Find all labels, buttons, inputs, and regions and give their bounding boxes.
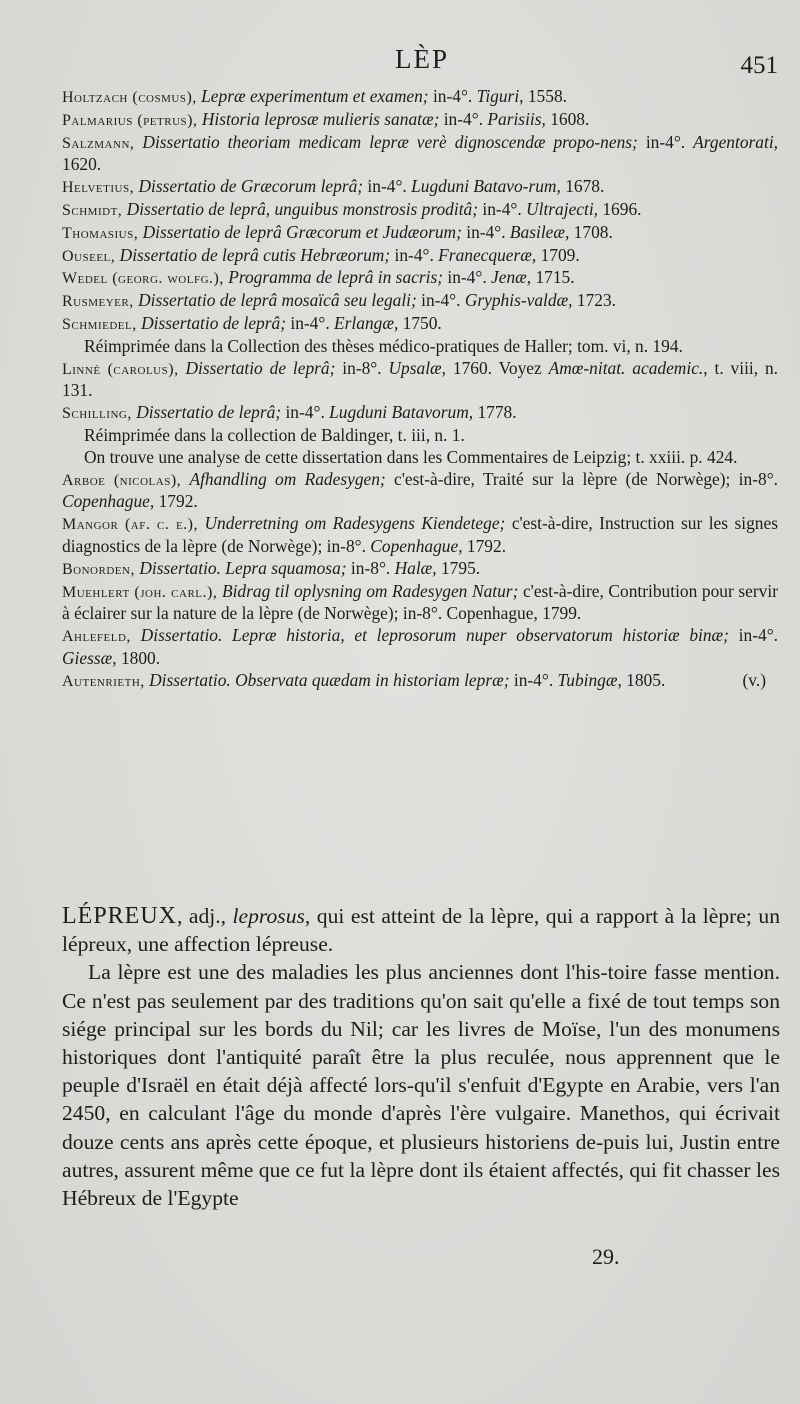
entry-year: 1608.: [545, 108, 590, 129]
entry-author: Wedel (georg. wolfg.),: [62, 270, 224, 288]
entry-place: Lugduni Batavorum,: [329, 402, 474, 423]
entry-place: Parisiis,: [487, 108, 546, 129]
headword: LÉPREUX: [62, 903, 177, 929]
definition-part: , adj.,: [177, 904, 233, 928]
page-header: [62, 44, 782, 84]
entry-details: c'est-à-dire, Contribution pour servir à éclairer sur la nature de la lèpre (de Norwège); in-8°. Copenhague, 1799.: [62, 580, 778, 624]
entry-place: Lugduni Batavo-rum,: [411, 176, 561, 197]
bibliography-entry: [62, 670, 778, 693]
entry-place: Argentorati,: [693, 131, 778, 152]
entry-title: Dissertatio de Græcorum leprâ;: [138, 176, 364, 197]
entry-place: Upsalæ,: [388, 357, 446, 378]
entry-year: 1709.: [536, 244, 580, 265]
entry-details: in-8°.: [335, 357, 389, 378]
entry-author: Linné (carolus),: [62, 360, 179, 378]
entry-author: Arboe (nicolas),: [62, 471, 182, 489]
entry-definition: [62, 902, 780, 958]
entry-title: Underretning om Radesygens Kiendetege;: [204, 513, 506, 534]
entry-author: Muehlert (joh. carl.),: [62, 583, 218, 601]
entry-details: in-4°.: [728, 625, 778, 646]
entry-title: Programma de leprâ in sacris;: [228, 267, 444, 288]
entry-title: Lepræ experimentum et examen;: [201, 86, 429, 106]
entry-details: in-4°.: [286, 312, 335, 333]
entry-details: in-4°.: [363, 176, 412, 197]
entry-details: in-4°.: [428, 86, 477, 106]
entry-year: 1800.: [116, 647, 161, 668]
main-text: [62, 902, 780, 1212]
bibliography-entry: [62, 358, 778, 403]
entry-title: Dissertatio. Observata quædam in historiam lepræ;: [149, 669, 510, 690]
entry-title: Dissertatio. Lepræ historia, et leprosorum nuper observatorum historiæ binæ;: [140, 625, 729, 646]
entry-year: 1696.: [598, 198, 642, 219]
entry-year: 1805.: [621, 669, 666, 690]
entry-author: Bonorden,: [62, 560, 135, 578]
bibliography-entry: [62, 245, 778, 268]
running-head: LÈP: [394, 44, 449, 74]
entry-year: 1558.: [523, 86, 567, 106]
entry-year: 1723.: [572, 290, 617, 311]
entry-place: Tiguri,: [476, 86, 524, 106]
entry-title: Afhandling om Radesygen;: [189, 468, 386, 489]
entry-title: Dissertatio de leprâ cutis Hebræorum;: [119, 244, 391, 265]
entry-title: Dissertatio de leprâ;: [185, 357, 336, 378]
entry-signoff: (v.): [742, 669, 766, 690]
bibliography-entry: [62, 402, 778, 425]
entry-place: Erlangæ,: [334, 312, 399, 333]
entry-note: Réimprimée dans la Collection des thèses médico-pratiques de Haller; tom. vi, n. 194.: [84, 335, 683, 356]
entry-place: Basileæ,: [509, 221, 570, 242]
bibliography-entry: [62, 132, 778, 177]
entry-author: Schilling,: [62, 405, 132, 423]
entry-author: Autenrieth,: [62, 672, 145, 690]
entry-details: in-4°.: [281, 402, 330, 423]
entry-details: in-4°.: [416, 290, 465, 311]
bibliography-entry: [62, 313, 778, 336]
entry-title: Dissertatio de leprâ mosaïcâ seu legali;: [138, 290, 417, 311]
entry-place: Tubingæ,: [557, 669, 622, 690]
entry-reference: Amœ-nitat. academic.: [548, 357, 704, 378]
bibliography-entry: [62, 558, 778, 581]
entry-title: Historia leprosæ mulieris sanatæ;: [201, 108, 440, 129]
signature-mark: 29.: [592, 1244, 620, 1269]
bibliography-entry: [62, 176, 778, 199]
entry-place: Copenhague,: [62, 491, 155, 512]
entry-year: 1760. Voyez: [446, 357, 549, 378]
entry-author: Holtzach (cosmus),: [62, 89, 197, 106]
entry-year: 1792.: [154, 491, 198, 512]
entry-author: Salzmann,: [62, 134, 135, 152]
bibliography-entry: [62, 469, 778, 514]
entry-author: Mangor (af. c. e.),: [62, 516, 199, 534]
entry-place: Ultrajecti,: [526, 198, 599, 219]
bibliography-entry: [62, 625, 778, 670]
entry-reference-detail: , t. viii, n. 131.: [62, 357, 778, 401]
entry-note: Réimprimée dans la collection de Baldinger, t. iii, n. 1.: [84, 424, 465, 445]
entry-title: Dissertatio de leprâ;: [141, 312, 287, 333]
bibliography-entry: [62, 267, 778, 290]
entry-details: c'est-à-dire, Traité sur la lèpre (de Norwège); in-8°.: [385, 468, 778, 489]
entry-year: 1778.: [473, 402, 517, 423]
entry-details: in-4°.: [390, 244, 439, 265]
entry-details: in-4°.: [637, 131, 694, 152]
entry-year: 1620.: [62, 154, 102, 175]
entry-details: in-4°.: [509, 669, 558, 690]
entry-author: Palmarius (petrus),: [62, 111, 198, 129]
definition-part: , qui est atteint de la lèpre, qui a rapport à la lèpre; un lépreux, une affection lépreuse.: [62, 904, 781, 957]
entry-author: Ahlefeld,: [62, 628, 131, 646]
entry-title: Dissertatio de leprâ, unguibus monstrosis proditâ;: [126, 198, 479, 219]
bibliography-entry: [62, 109, 778, 132]
entry-details: c'est-à-dire, Instruction sur les signes diagnostics de la lèpre (de Norwège); in-8°.: [62, 513, 778, 556]
entry-author: Ouseel,: [62, 247, 116, 265]
entry-note: On trouve une analyse de cette dissertation dans les Commentaires de Leipzig; t. xxiii. p. 424.: [84, 446, 738, 467]
entry-place: Copenhague,: [370, 535, 463, 556]
entry-details: in-4°.: [478, 198, 527, 219]
entry-place: Franecqueræ,: [438, 244, 537, 265]
entry-title: Dissertatio de leprâ Græcorum et Judæorum;: [142, 221, 462, 242]
bibliography-entry: [62, 222, 778, 245]
bibliography-entry: [62, 513, 778, 558]
entry-author: Helvetius,: [62, 179, 135, 197]
entry-place: Jenæ,: [491, 267, 532, 288]
bibliography-entry: [62, 86, 778, 109]
entry-year: 1708.: [569, 221, 613, 242]
entry-author: Schmidt,: [62, 201, 123, 219]
entry-year: 1750.: [398, 312, 442, 333]
page-number: 451: [740, 52, 778, 79]
entry-year: 1715.: [531, 267, 575, 288]
entry-details: in-4°.: [439, 108, 488, 129]
entry-title: Dissertatio theoriam medicam lepræ verè dignoscendæ propo-nens;: [142, 131, 638, 152]
entry-title: Dissertatio de leprâ;: [136, 402, 282, 423]
bibliography-entry: [62, 290, 778, 313]
entry-place: Halæ,: [394, 557, 437, 578]
body-paragraph: La lèpre est une des maladies les plus anciennes dont l'his-toire fasse mention. Ce n'est pas seulement par des traditions qu'on sait qu'elle a fixé de tout temps son siége principal sur les bords du Nil; car les livres de Moïse, l'un des monumens historiques dont l'antiquité paraît être la plus reculée, nous apprennent que le peuple d'Israël en était déjà affecté lors-qu'il s'enfuit d'Egypte en Arabie, vers l'an 2450, en calculant l'âge du monde d'après l'ère vulgaire. Manethos, qui écrivait douze cents ans après cette époque, et plusieurs historiens de-puis lui, Justin entre autres, assurent même que ce fut la lèpre dont ils étaient affectés, qui fit chasser les Hébreux de l'Egypte: [62, 960, 780, 1211]
entry-year: 1792.: [462, 535, 507, 556]
entry-title: Dissertatio. Lepra squamosa;: [139, 557, 347, 578]
bibliography-entry: [62, 199, 778, 222]
latin-term: leprosus: [232, 904, 305, 928]
entry-details: in-4°.: [461, 221, 510, 242]
entry-place: Gryphis-valdæ,: [464, 290, 573, 311]
entry-details: in-8°.: [346, 557, 395, 578]
entry-details: in-4°.: [443, 267, 492, 288]
bibliography-list: [62, 86, 778, 693]
entry-author: Schmiedel,: [62, 315, 137, 333]
entry-author: Thomasius,: [62, 224, 139, 242]
entry-year: 1795.: [436, 557, 481, 578]
bibliography-entry: [62, 581, 778, 626]
entry-place: Giessæ,: [62, 647, 117, 668]
entry-year: 1678.: [560, 176, 605, 197]
entry-author: Rusmeyer,: [62, 293, 134, 311]
entry-title: Bidrag til oplysning om Radesygen Natur;: [221, 580, 519, 601]
